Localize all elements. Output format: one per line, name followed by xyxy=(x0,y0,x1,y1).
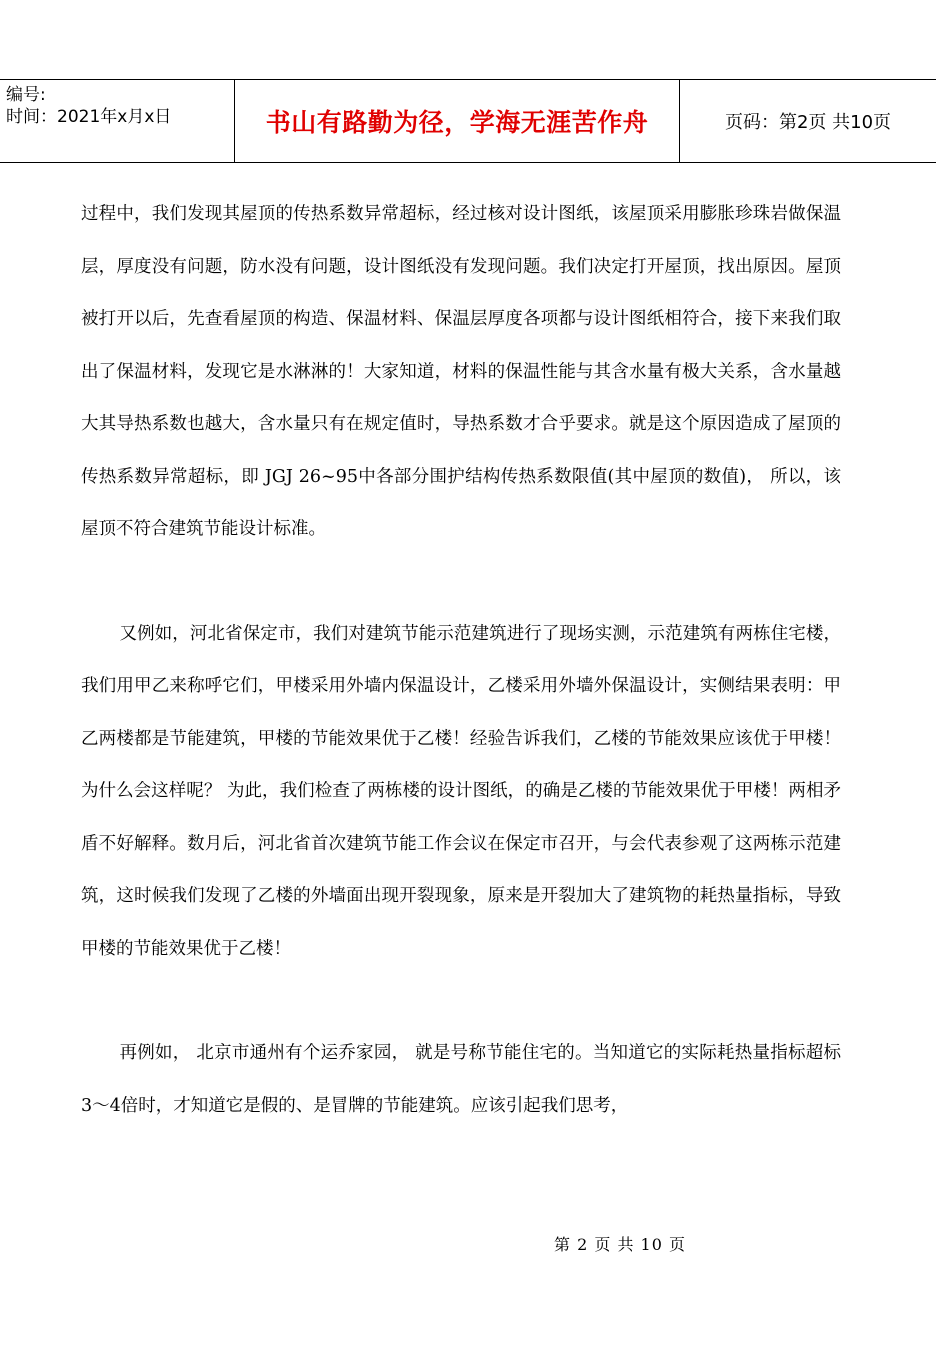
paragraph-beijing: 再例如， 北京市通州有个运乔家园， 就是号称节能住宅的。当知道它的实际耗热量指标超标3～4倍时，才知道它是假的、是冒牌的节能建筑。应该引起我们思考， xyxy=(81,1043,841,1116)
page-footer: 第 2 页 共 10 页 xyxy=(554,1235,686,1254)
document-body xyxy=(81,188,841,1132)
paragraph-roof: 过程中，我们发现其屋顶的传热系数异常超标，经过核对设计图纸，该屋顶采用膨胀珍珠岩做保温层，厚度没有问题，防水没有问题，设计图纸没有发现问题。我们决定打开屋顶，找出原因。屋顶被打开以后，先查看屋顶的构造、保温材料、保温层厚度各项都与设计图纸相符合，接下来我们取出了保温材料，发现它是水淋淋的！大家知道，材料的保温性能与其含水量有极大关系，含水量越大其导热系数也越大，含水量只有在规定值时，导热系数才合乎要求。就是这个原因造成了屋顶的传热系数异常超标，即 JGJ 26~95中各部分围护结构传热系数限值(其中屋顶的数值)， 所以，该屋顶不符合建筑节能设计标准。 xyxy=(81,204,841,539)
paragraph-baoding: 又例如，河北省保定市，我们对建筑节能示范建筑进行了现场实测，示范建筑有两栋住宅楼，我们用甲乙来称呼它们，甲楼采用外墙内保温设计，乙楼采用外墙外保温设计，实侧结果表明：甲乙两楼都是节能建筑，甲楼的节能效果优于乙楼！经验告诉我们，乙楼的节能效果应该优于甲楼！为什么会这样呢？ 为此，我们检查了两栋楼的设计图纸，的确是乙楼的节能效果优于甲楼！两相矛盾不好解释。数月后，河北省首次建筑节能工作会议在保定市召开，与会代表参观了这两栋示范建筑，这时候我们发现了乙楼的外墙面出现开裂现象，原来是开裂加大了建筑物的耗热量指标，导致甲楼的节能效果优于乙楼！ xyxy=(81,623,841,959)
header-page-info: 页码：第2页 共10页 xyxy=(724,112,892,133)
header-motto: 书山有路勤为径，学海无涯苦作舟 xyxy=(265,108,649,137)
number-label: 编号: xyxy=(6,85,46,105)
time-label: 时间：2021年x月x日 xyxy=(6,107,172,127)
paragraph-spacer xyxy=(81,975,841,1027)
page-header xyxy=(0,79,936,163)
paragraph-spacer xyxy=(81,556,841,608)
header-meta xyxy=(6,84,232,128)
